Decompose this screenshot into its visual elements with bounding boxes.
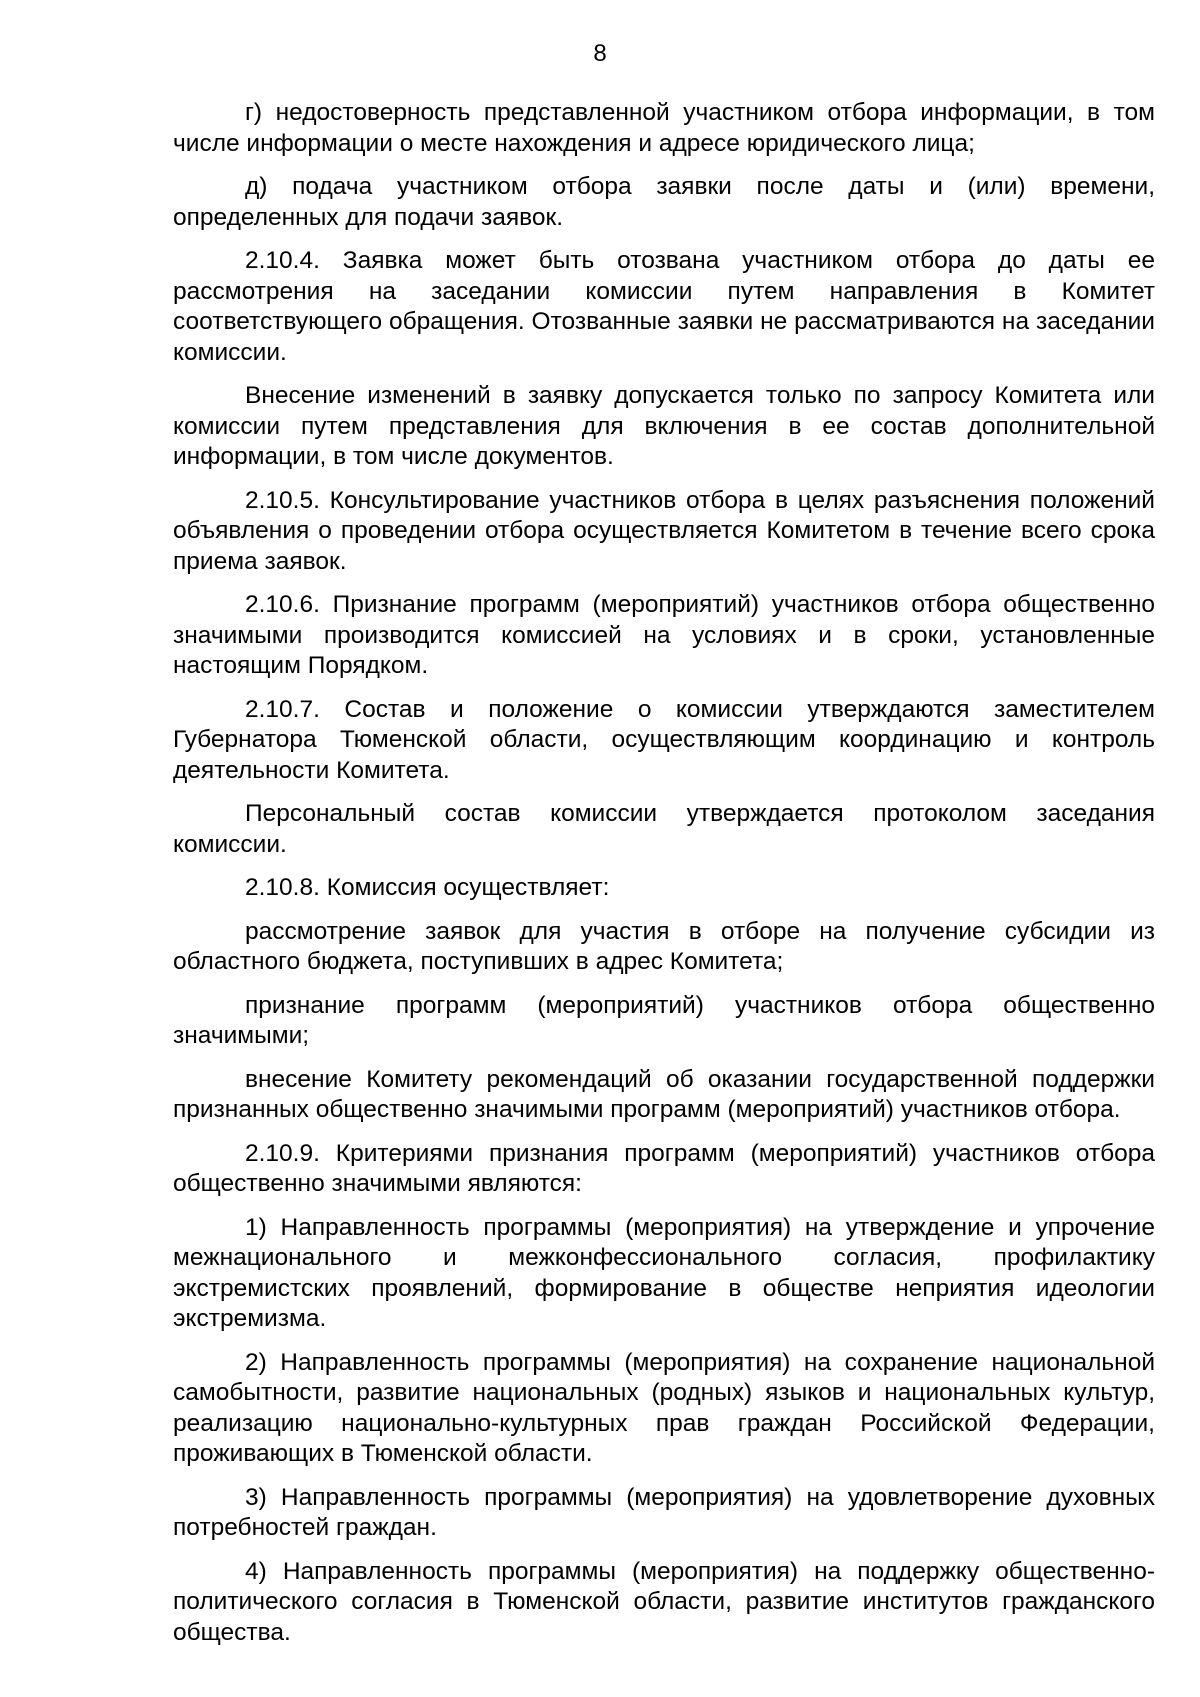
paragraph-item-g: г) недостоверность представленной участником отбора информации, в том числе информации о месте нахождения и адресе юридического лица; — [173, 99, 1155, 157]
paragraph-review-applications: рассмотрение заявок для участия в отборе на получение субсидии из областного бюджета, поступивших в адрес Комитета; — [173, 917, 1155, 975]
paragraph-item-d: д) подача участником отбора заявки после даты и (или) времени, определенных для подачи заявок. — [173, 173, 1155, 231]
paragraph-2-10-8: 2.10.8. Комиссия осуществляет: — [245, 874, 610, 901]
criterion-2: 2) Направленность программы (мероприятия) на сохранение национальной самобытности, развитие национальных (родных) языков и национальных культур, реализацию национально-культурных прав граждан Российской Федерации, проживающих в Тюменской области. — [173, 1348, 1155, 1467]
paragraph-2-10-5: 2.10.5. Консультирование участников отбора в целях разъяснения положений объявления о проведении отбора осуществляется Комитетом в течение всего срока приема заявок. — [173, 486, 1155, 575]
paragraph-2-10-7: 2.10.7. Состав и положение о комиссии утверждаются заместителем Губернатора Тюменской области, осуществляющим координацию и контроль деятельности Комитета. — [173, 695, 1155, 784]
criterion-4: 4) Направленность программы (мероприятия) на поддержку общественно-политического согласия в Тюменской области, развитие институтов гражданского общества. — [173, 1557, 1155, 1646]
criterion-3: 3) Направленность программы (мероприятия) на удовлетворение духовных потребностей граждан. — [173, 1483, 1155, 1541]
paragraph-application-changes: Внесение изменений в заявку допускается только по запросу Комитета или комиссии путем представления для включения в ее состав дополнительной информации, в том числе документов. — [173, 382, 1155, 470]
document-body — [173, 98, 1155, 1661]
paragraph-recommendations: внесение Комитету рекомендаций об оказании государственной поддержки признанных общественно значимыми программ (мероприятий) участников отбора. — [173, 1065, 1155, 1123]
paragraph-personal-composition: Персональный состав комиссии утверждается протоколом заседания комиссии. — [173, 800, 1155, 858]
paragraph-2-10-6: 2.10.6. Признание программ (мероприятий) участников отбора общественно значимыми производится комиссией на условиях и в сроки, установленные настоящим Порядком. — [173, 591, 1155, 679]
page-number: 8 — [593, 40, 607, 67]
criterion-1: 1) Направленность программы (мероприятия) на утверждение и упрочение межнационального и межконфессионального согласия, профилактику экстремистских проявлений, формирование в обществе неприятия идеологии экстремизма. — [173, 1213, 1155, 1332]
paragraph-recognition-programs: признание программ (мероприятий) участников отбора общественно значимыми; — [173, 991, 1155, 1049]
paragraph-2-10-4: 2.10.4. Заявка может быть отозвана участником отбора до даты ее рассмотрения на заседании комиссии путем направления в Комитет соответствующего обращения. Отозванные заявки не рассматриваются на заседании комиссии. — [173, 247, 1155, 366]
paragraph-2-10-9: 2.10.9. Критериями признания программ (мероприятий) участников отбора общественно значимыми являются: — [173, 1139, 1155, 1197]
